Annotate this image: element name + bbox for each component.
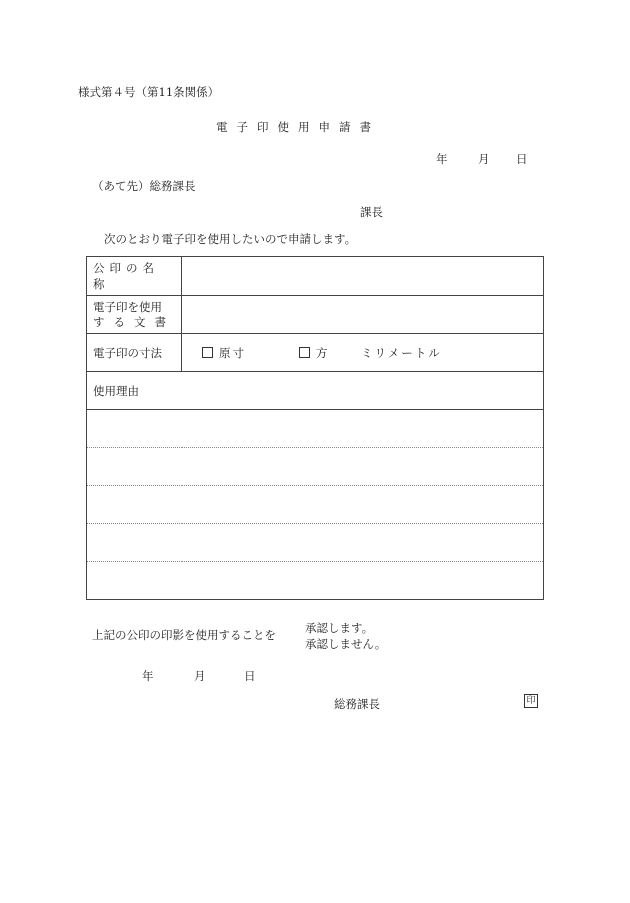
reason-line [87,448,544,486]
form-number: 様式第４号（第11条関係） [78,85,220,99]
square-size-label: 方 [316,345,328,360]
approval-date [142,668,256,684]
date-day: 日 [516,152,528,166]
original-size-checkbox[interactable] [202,347,213,358]
document-label-line1: 電子印を使用 [93,299,162,314]
application-date [436,151,528,167]
seal-mark: 印 [524,694,538,708]
size-label: 電子印の寸法 [87,334,182,372]
document-row [87,296,544,334]
deny-option[interactable]: 承認しません。 [305,637,387,651]
date-month: 月 [478,152,490,166]
approve-option[interactable]: 承認します。 [305,621,374,635]
application-table [86,256,544,600]
document-title: 電子印使用申請書 [216,120,380,134]
reason-line [87,410,544,448]
reason-line [87,486,544,524]
square-size-checkbox[interactable] [299,347,310,358]
addressee: （あて先）総務課長 [92,179,196,193]
reason-line [87,562,544,600]
size-field [182,334,544,372]
seal-name-field[interactable] [182,257,544,296]
applicant-title: 課長 [360,205,383,219]
approval-year: 年 [142,669,154,683]
document-label-line2: する文書 [93,314,175,329]
original-size-label: 原寸 [219,345,246,360]
size-row [87,334,544,372]
seal-name-row [87,257,544,296]
approval-month: 月 [194,669,206,683]
seal-name-label: 公印の名称 [87,257,182,296]
document-field[interactable] [182,296,544,334]
reason-field[interactable] [87,524,544,562]
document-label [87,296,182,334]
reason-field[interactable] [87,448,544,486]
reason-label: 使用理由 [87,372,544,410]
approval-day: 日 [244,669,256,683]
reason-line [87,524,544,562]
reason-field[interactable] [87,562,544,600]
size-unit-label: ミリメートル [361,345,442,360]
intro-text: 次のとおり電子印を使用したいので申請します。 [104,232,357,246]
reason-field[interactable] [87,486,544,524]
date-year: 年 [436,152,448,166]
reason-header-row [87,372,544,410]
approval-lead-text: 上記の公印の印影を使用することを [92,628,276,642]
approver-title: 総務課長 [334,697,380,711]
reason-field[interactable] [87,410,544,448]
